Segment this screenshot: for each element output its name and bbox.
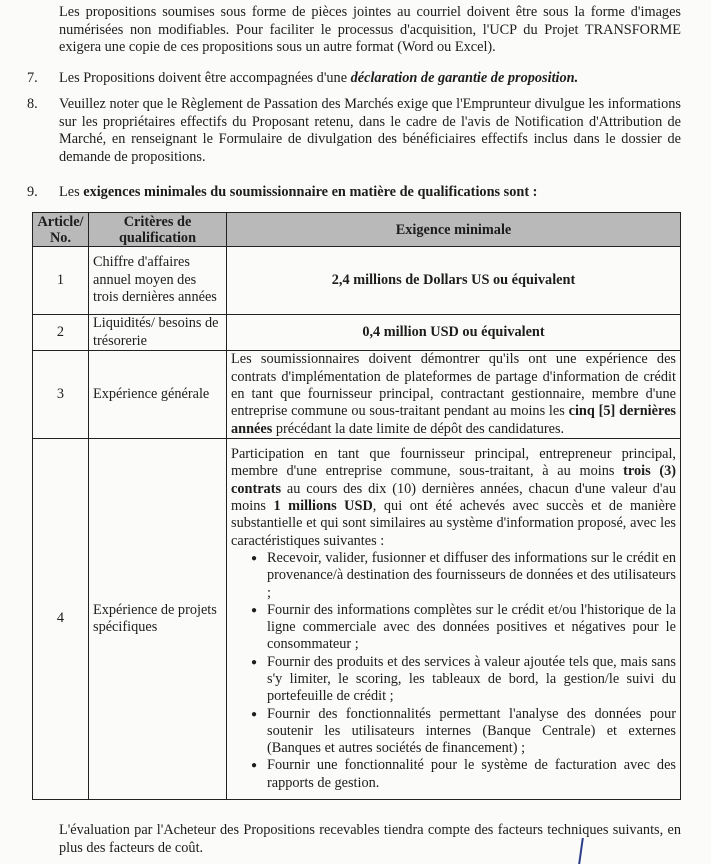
pen-mark bbox=[578, 838, 592, 864]
table-row bbox=[33, 247, 681, 315]
row3-req-bold: cinq [5] dernières années bbox=[231, 403, 676, 437]
row4-intro bbox=[231, 446, 676, 550]
table-row bbox=[33, 315, 681, 351]
item-7-text: Les Propositions doivent être accompagnées d'une bbox=[59, 70, 351, 86]
item-7 bbox=[27, 70, 681, 88]
table-header-row bbox=[33, 213, 681, 247]
item-9 bbox=[27, 184, 681, 202]
item-8-text: Veuillez noter que le Règlement de Passation des Marchés exige que l'Emprunteur divulgue les informations sur les propriétaires effectifs du Proposant retenu, dans le cadre de l'avis de Notification d'Attribution de Marché, en renseignant le Formulaire de divulgation des bénéficiaires effectifs inclus dans le dossier de demande de propositions. bbox=[59, 96, 681, 165]
item-8 bbox=[27, 96, 681, 166]
row4-number: 4 bbox=[33, 439, 89, 800]
row3-req-post: précédant la date limite de dépôt des candidatures. bbox=[272, 420, 565, 437]
row1-criteria: Chiffre d'affaires annuel moyen des trois dernières années bbox=[89, 247, 227, 315]
row4-p2: au cours des dix (10) dernières années, chacun d'une valeur d'au moins bbox=[231, 480, 676, 515]
table-row bbox=[33, 351, 681, 439]
row4-criteria: Expérience de projets spécifiques bbox=[89, 439, 227, 800]
row4-requirement bbox=[227, 439, 681, 800]
row2-criteria: Liquidités/ besoins de trésorerie bbox=[89, 315, 227, 351]
item-9-prefix: Les bbox=[59, 184, 84, 200]
intro-text: Les propositions soumises sous forme de pièces jointes au courriel doivent être sous la forme d'images numérisées non modifiables. Pour faciliter le processus d'acquisition, l'UCP du Projet TRANSFORME exigera une copie de ces propositions sous un autre format (Word ou Excel). bbox=[59, 4, 681, 56]
list-item: ● Recevoir, valider, fusionner et diffuser des informations sur le crédit en provenance/à destination des fournisseurs de données et des utilisateurs ; bbox=[267, 550, 676, 602]
item-7-number: 7. bbox=[27, 70, 38, 86]
row3-req-pre: Les soumissionnaires doivent démontrer qu'ils ont une expérience des contrats d'implémentation de plateformes de partage d'information de crédit en tant que fournisseur principal, contractant gestionnaire, membre d'une entreprise commune ou sous-traitant pendant au moins les bbox=[231, 351, 676, 420]
qualification-table bbox=[32, 212, 681, 800]
row2-requirement: 0,4 million USD ou équivalent bbox=[227, 315, 681, 351]
row1-number: 1 bbox=[33, 247, 89, 315]
list-item: ● Fournir des informations complètes sur le crédit et/ou l'historique de la ligne commerciale avec des données positives et négatives pour le consommateur ; bbox=[267, 602, 676, 654]
header-requirement: Exigence minimale bbox=[227, 213, 681, 247]
row4-b2: 1 millions USD bbox=[273, 498, 373, 515]
row2-number: 2 bbox=[33, 315, 89, 351]
outro-text: L'évaluation par l'Acheteur des Propositions recevables tiendra compte des facteurs techniques suivants, en plus des facteurs de coût. bbox=[59, 822, 681, 856]
list-item: ● Fournir des fonctionnalités permettant l'analyse des données pour soutenir les utilisateurs internes (Banque Centrale) et externes (Banques et autres sociétés de financement) ; bbox=[267, 706, 676, 758]
row4-b1: trois (3) contrats bbox=[231, 463, 676, 497]
item-8-number: 8. bbox=[27, 96, 38, 112]
row3-requirement bbox=[227, 351, 681, 439]
list-item: ● Fournir une fonctionnalité pour le système de facturation avec des rapports de gestion. bbox=[267, 757, 676, 792]
intro-paragraph bbox=[59, 4, 681, 57]
item-9-colon: : bbox=[532, 184, 538, 200]
header-criteria: Critères de qualification bbox=[89, 213, 227, 247]
header-article: Article/ No. bbox=[33, 213, 89, 247]
table-row bbox=[33, 439, 681, 800]
item-9-bold: exigences minimales du soumissionnaire en matière de qualifications sont bbox=[83, 184, 530, 200]
row4-bullet-list bbox=[231, 550, 676, 792]
item-7-emphasis: déclaration de garantie de proposition. bbox=[350, 70, 579, 86]
item-9-number: 9. bbox=[27, 184, 38, 200]
row4-p3: , qui ont été achevés avec succès et de manière substantielle et qui sont similaires au système d'information proposé, avec les caractéristiques suivantes : bbox=[231, 498, 677, 549]
row3-number: 3 bbox=[33, 351, 89, 439]
row4-p1: Participation en tant que fournisseur principal, entrepreneur principal, membre d'une entreprise commune, sous-traitant, à au moins bbox=[231, 446, 676, 480]
row3-criteria: Expérience générale bbox=[89, 351, 227, 439]
row1-requirement: 2,4 millions de Dollars US ou équivalent bbox=[227, 247, 681, 315]
list-item: ● Fournir des produits et des services à valeur ajoutée tels que, mais sans s'y limiter, le scoring, les tableaux de bord, la gestion/le suivi du portefeuille de crédit ; bbox=[267, 654, 676, 706]
